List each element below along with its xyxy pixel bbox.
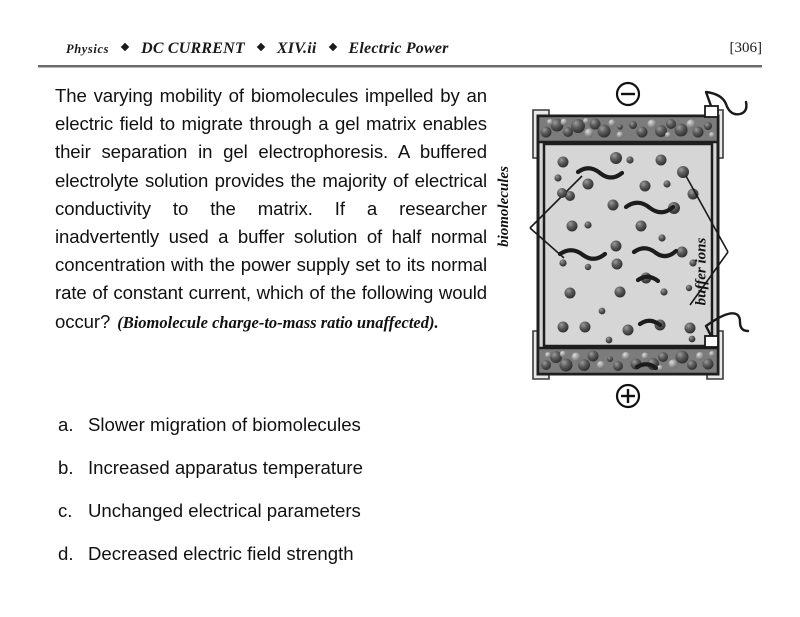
anode-terminal-post — [705, 336, 718, 347]
diamond-bullet-icon — [258, 44, 264, 50]
choice-letter: a. — [58, 414, 74, 435]
negative-terminal-icon — [617, 83, 639, 105]
header-divider — [38, 65, 762, 68]
choice-letter: c. — [58, 500, 73, 521]
breadcrumb — [66, 40, 449, 58]
running-header — [38, 40, 762, 64]
gel-electrophoresis-figure — [495, 80, 790, 425]
biomolecules-label: biomolecules — [495, 166, 512, 247]
answer-choice-a[interactable] — [58, 412, 488, 438]
choice-letter: b. — [58, 457, 74, 478]
choice-letter: d. — [58, 543, 74, 564]
breadcrumb-item-subject: Physics — [66, 42, 110, 56]
buffer-ions-label: buffer ions — [693, 237, 710, 306]
breadcrumb-item-topic: DC CURRENT — [141, 40, 245, 57]
answer-choice-b[interactable] — [58, 455, 488, 481]
question-stem-text: The varying mobility of biomolecules impelled by an electric field to migrate through a gel matrix enables their separation in gel electrophoresis. A buffered electrolyte solution provides the majority of electrical conductivity to the matrix. If a researcher inadvertently used a buffer solution of half normal concentration with the power supply set to its normal rate of constant current, which of the following would occur? — [55, 85, 487, 332]
choice-text: Increased apparatus temperature — [88, 457, 363, 478]
diamond-bullet-icon — [122, 44, 128, 50]
breadcrumb-item-subsection: Electric Power — [348, 40, 449, 57]
positive-terminal-icon — [617, 385, 639, 407]
page-number: [306] — [729, 40, 762, 56]
question-stem — [55, 82, 487, 337]
choice-text: Slower migration of biomolecules — [88, 414, 361, 435]
answer-choice-c[interactable] — [58, 498, 488, 524]
apparatus-illustration — [500, 80, 790, 425]
answer-choice-d[interactable] — [58, 541, 488, 567]
question-parenthetical: (Biomolecule charge-to-mass ratio unaffected). — [117, 312, 439, 332]
answer-choice-list — [58, 412, 488, 584]
cathode-terminal-post — [705, 106, 718, 117]
diamond-bullet-icon — [330, 44, 336, 50]
choice-text: Unchanged electrical parameters — [88, 500, 361, 521]
choice-text: Decreased electric field strength — [88, 543, 354, 564]
breadcrumb-item-section: XIV.ii — [276, 40, 317, 57]
